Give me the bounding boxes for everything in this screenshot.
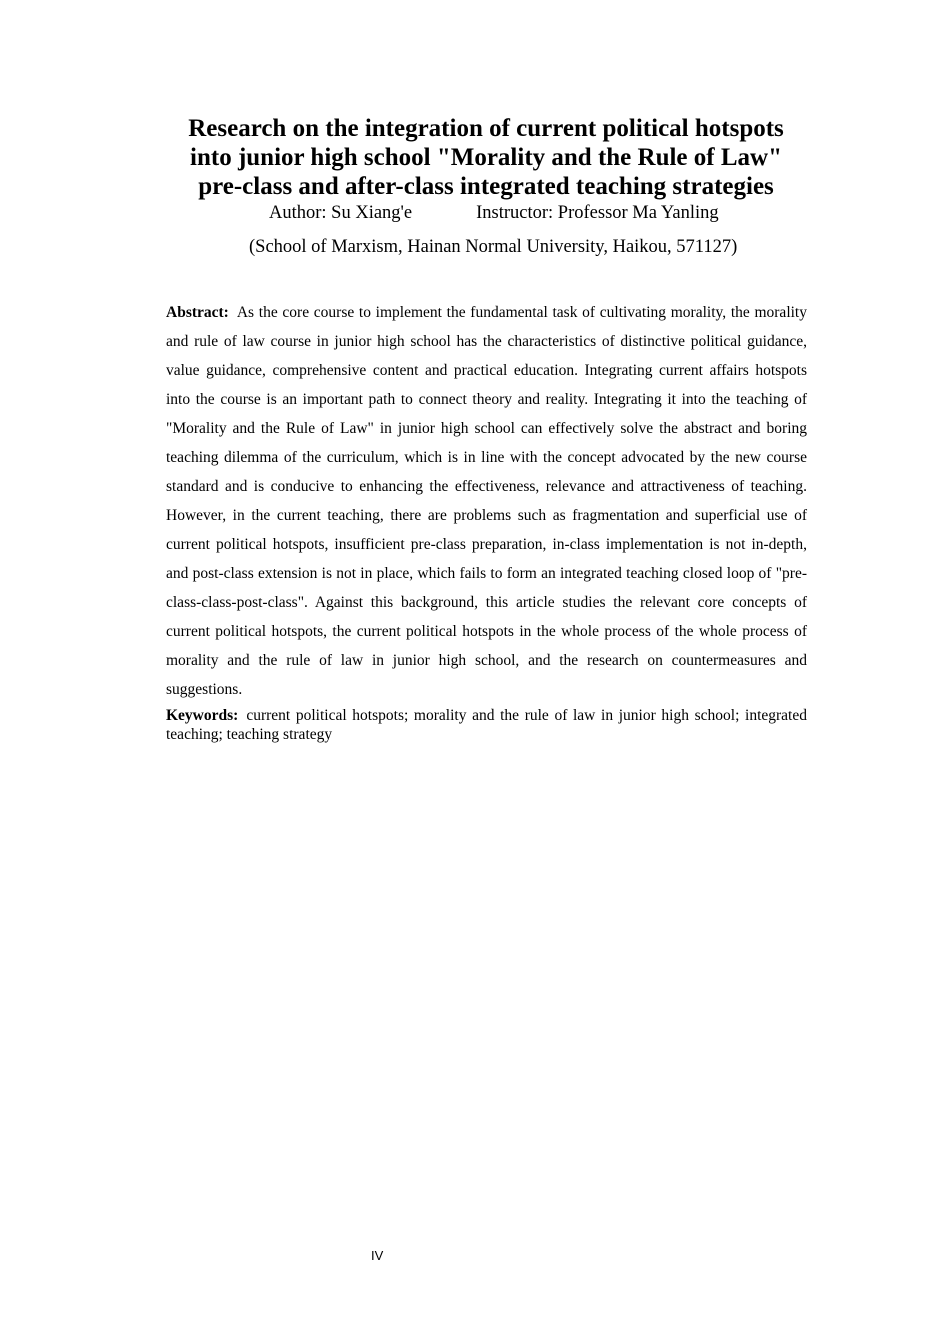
title-line-1: Research on the integration of current political hotspots: [188, 115, 784, 142]
keywords-label: Keywords:: [166, 707, 239, 724]
author-name: Author: Su Xiang'e: [269, 203, 413, 223]
abstract-paragraph: [166, 298, 807, 704]
title-line-3: pre-class and after-class integrated teaching strategies: [198, 173, 774, 200]
keywords-paragraph: [166, 706, 807, 744]
instructor-name: Instructor: Professor Ma Yanling: [476, 203, 719, 223]
abstract-text: As the core course to implement the fundamental task of cultivating morality, the morality and rule of law course in junior high school has the characteristics of distinctive political guidance, value guidance, comprehensive content and practical education. Integrating current affairs hotspots into the course is an important path to connect theory and reality. Integrating it into the teaching of "Morality and the Rule of Law" in junior high school can effectively solve the abstract and boring teaching dilemma of the curriculum, which is in line with the concept advocated by the new course standard and is conducive to enhancing the effectiveness, relevance and attractiveness of teaching. However, in the current teaching, there are problems such as fragmentation and superficial use of current political hotspots, insufficient pre-class preparation, in-class implementation is not in-depth, and post-class extension is not in place, which fails to form an integrated teaching closed loop of "pre-class-class-post-class". Against this background, this article studies the relevant core concepts of current political hotspots, the current political hotspots in the whole process of the whole process of morality and the rule of law in junior high school, and the research on countermeasures and suggestions.: [166, 304, 807, 698]
title-line-2: into junior high school "Morality and the Rule of Law": [190, 144, 782, 171]
abstract-label: Abstract:: [166, 304, 229, 321]
keywords-text: current political hotspots; morality and the rule of law in junior high school; integrated teaching; teaching strategy: [166, 707, 807, 743]
page-number: IV: [371, 1248, 384, 1263]
affiliation: (School of Marxism, Hainan Normal University, Haikou, 571127): [249, 237, 738, 257]
author-line: [269, 202, 719, 224]
paper-title: [120, 114, 852, 201]
